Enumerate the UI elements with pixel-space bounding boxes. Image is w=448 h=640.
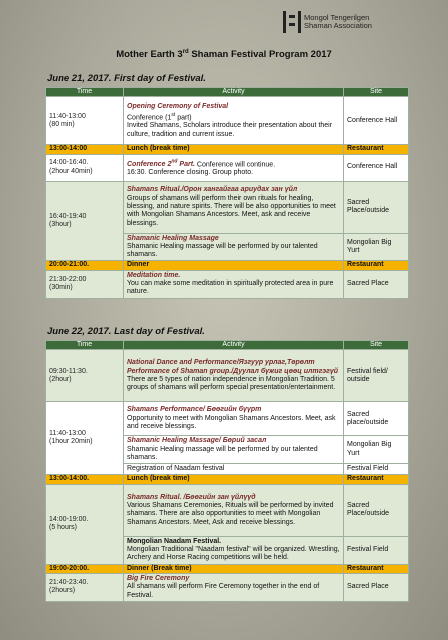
- day2-table: [45, 340, 409, 602]
- day2-title: June 22, 2017. Last day of Festival.: [47, 326, 205, 337]
- table-row: 13:00-14:00 Lunch (break time) Restaurant: [46, 145, 409, 154]
- association-logo: [283, 11, 372, 33]
- table-row: Registration of Naadam festival Festival Field: [46, 464, 409, 475]
- table-row: 11:40-13:00 (80 min) Opening Ceremony of Festival Conference (1st part) Invited Shamans, Scholars introduce their presentation about their culture, tradition and current issue. Conference Hall: [46, 97, 409, 145]
- page-title: Mother Earth 3rd Shaman Festival Program 2017: [116, 49, 332, 61]
- logo-line-1: Mongol Tengerilgen: [304, 13, 370, 22]
- table-row: 20:00-21:00. Dinner Restaurant: [46, 261, 409, 270]
- day1-table: [45, 87, 409, 299]
- table-row: 13:00-14:00. Lunch (break time) Restaurant: [46, 475, 409, 484]
- table-row: 21:30-22:00 (30min) Meditation time. You can make some meditation in spiritually protected area in pure nature. Sacred Place: [46, 270, 409, 298]
- table-row: 19:00-20:00. Dinner (Break time) Restaurant: [46, 564, 409, 573]
- table-row: 14:00-16:40. (2hour 40min) Conference 2nd Part. Conference will continue. 16:30. Conference closing. Group photo. Conference Hall: [46, 154, 409, 181]
- day1-title: June 21, 2017. First day of Festival.: [47, 73, 206, 84]
- table-row: 14:00-19:00. (5 hours) Shamans Ritual. /Бөөгийн зан үйлүүд Various Shamans Ceremonies, Rituals will be performed by invited shamans. There are also opportunities to meet with Mongolian Shamans Ancestors. Meet, Ask and receive blessings. Sacred Place/outside: [46, 484, 409, 536]
- table-header: Time Activity Site: [46, 341, 409, 350]
- table-row: Shamanic Healing Massage/ Бөрий засал Shamanic Healing massage will be performed by our talented shamans. Mongolian Big Yurt: [46, 436, 409, 464]
- table-row: 21:40-23:40. (2hours) Big Fire Ceremony All shamans will perform Fire Ceremony together in the end of Festival. Sacred Place: [46, 573, 409, 601]
- table-row: 16:40-19:40 (3hour) Shamans Ritual./Орон хангайгаа ариудах зан үйл Groups of shamans will perform their own rituals for healing, blessing, and nature spirits. There will be also opportunities to meet with Mongolian Shamans Ancestors. Meet, ask and receive blessings. Sacred Place/outside: [46, 181, 409, 233]
- table-row: Mongolian Naadam Festival. Mongolian Traditional "Naadam festival" will be organized. Wrestling, Archery and Horse Racing competitions will be held. Festival Field: [46, 536, 409, 564]
- table-row: 09:30-11:30. (2hour) National Dance and Performance/Язгуур урлаг,Төрөлт Performance of Shaman group./Дуулал бүжиг цөөц илтгэгүй There are 5 types of nation independence in Mongolian Tradition. 5 groups of shamans will perform special presentation/entertainment. Festival field/ outside: [46, 350, 409, 402]
- logo-mark-icon: [283, 11, 301, 33]
- table-row: 11:40-13:00 (1hour 20min) Shamans Performance/ Бөөгийн бүүрт Opportunity to meet with Mongolian Shamans Ancestors. Meet, ask and receive blessings. Sacred place/outside: [46, 402, 409, 436]
- logo-line-2: Shaman Association: [304, 21, 372, 30]
- table-header: Time Activity Site: [46, 88, 409, 97]
- table-row: Shamanic Healing Massage Shamanic Healing massage will be performed by our talented shamans. Mongolian Big Yurt: [46, 233, 409, 261]
